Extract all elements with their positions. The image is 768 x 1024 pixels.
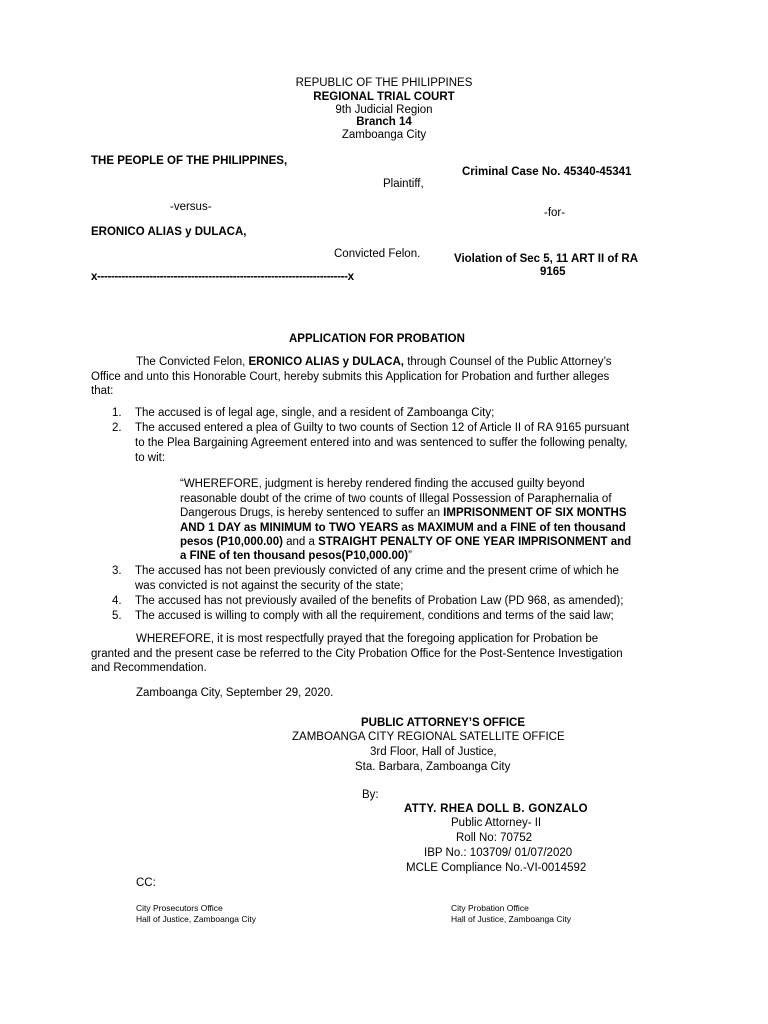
for-label: -for- [544,207,566,219]
prayer-line2: granted and the present case be referred to the City Probation Office for the Post-Sentence Investigation [91,648,623,660]
quote-line1: “WHEREFORE, judgment is hereby rendered finding the accused guilty beyond [180,478,585,490]
quote-line3: Dangerous Drugs, is hereby sentenced to suffer an IMPRISONMENT OF SIX MONTHS [180,507,627,519]
quote-line5: pesos (P10,000.00) and a STRAIGHT PENALTY OF ONE YEAR IMPRISONMENT and [180,536,632,548]
accused-name: ERONICO ALIAS y DULACA, [91,226,247,238]
violation-line1: Violation of Sec 5, 11 ART II of RA [454,253,639,265]
signatory-position: Public Attorney- II [451,817,542,829]
intro-accused-name: ERONICO ALIAS y DULACA, [248,356,404,368]
violation-line2: 9165 [540,266,566,278]
quote-line4: AND 1 DAY as MINIMUM to TWO YEARS as MAXIMUM and a FINE of ten thousand [180,522,626,534]
header-court: REGIONAL TRIAL COURT [313,91,455,103]
cc-right-office: City Probation Office [451,903,529,913]
case-number: Criminal Case No. 45340-45341 [462,166,632,178]
versus: -versus- [170,201,212,213]
cc-right-address: Hall of Justice, Zamboanga City [451,914,571,924]
prayer-line1: WHEREFORE, it is most respectfully prayed that the foregoing application for Probation be [136,633,599,645]
prayer-line3: and Recommendation. [91,662,207,674]
accused-role: Convicted Felon. [334,248,421,260]
office-address: Sta. Barbara, Zamboanga City [355,761,511,773]
document-title: APPLICATION FOR PROBATION [289,333,465,345]
signatory-roll: Roll No: 70752 [456,832,533,844]
header-branch: Branch 14 [356,116,412,128]
office-satellite: ZAMBOANGA CITY REGIONAL SATELLITE OFFICE [292,731,565,743]
header-region: 9th Judicial Region [335,104,433,116]
office-name: PUBLIC ATTORNEY’S OFFICE [361,717,525,729]
intro-line3: that: [91,385,114,397]
by-label: By: [362,789,379,801]
plaintiff-name: THE PEOPLE OF THE PHILIPPINES, [91,155,288,167]
cc-left-address: Hall of Justice, Zamboanga City [136,914,256,924]
signatory-ibp: IBP No.: 103709/ 01/07/2020 [424,847,573,859]
signatory-name: ATTY. RHEA DOLL B. GONZALO [404,803,588,815]
quote-line2: reasonable doubt of the crime of two counts of Illegal Possession of Paraphernalia of [180,493,612,505]
quote-line6: a FINE of ten thousand pesos(P10,000.00)” [180,550,412,562]
caption-divider: x------------------------------------------------------------------------x [91,271,354,283]
plaintiff-role: Plaintiff, [383,178,424,190]
header-republic: REPUBLIC OF THE PHILIPPINES [295,77,473,89]
cc-label: CC: [136,877,156,889]
header-city: Zamboanga City [341,129,427,141]
office-floor: 3rd Floor, Hall of Justice, [370,746,497,758]
intro-line1: The Convicted Felon, ERONICO ALIAS y DULACA, through Counsel of the Public Attorney’s [136,356,612,368]
cc-left-office: City Prosecutors Office [136,903,223,913]
intro-line2: Office and unto this Honorable Court, hereby submits this Application for Probation and further alleges [91,371,610,383]
signatory-mcle: MCLE Compliance No.-VI-0014592 [406,862,587,874]
dateline: Zamboanga City, September 29, 2020. [136,687,334,699]
